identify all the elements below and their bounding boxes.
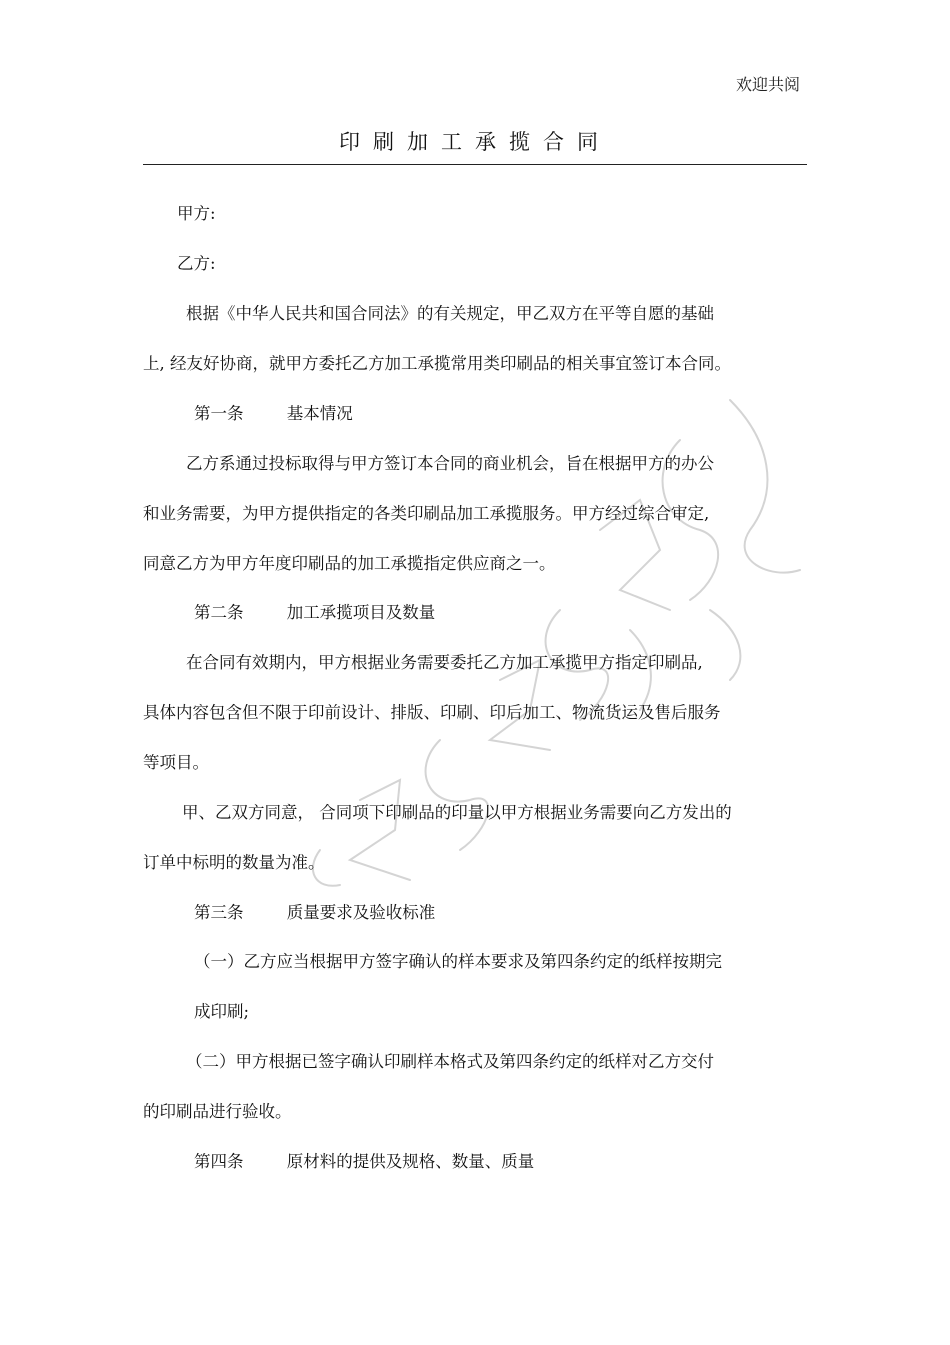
article-1-line-2: 和业务需要，为甲方提供指定的各类印刷品加工承揽服务。甲方经过综合审定, [143,504,710,523]
article-2-number: 第二条 [194,603,244,622]
article-1-line-3: 同意乙方为甲方年度印刷品的加工承揽指定供应商之一。 [143,554,556,573]
article-2-para-1-line-1: 在合同有效期内，甲方根据业务需要委托乙方加工承揽甲方指定印刷品, [186,653,703,672]
article-3-item-2-line-1: （二）甲方根据已签字确认印刷样本格式及第四条约定的纸样对乙方交付 [186,1052,714,1071]
article-2-para-1-line-3: 等项目。 [143,753,209,772]
article-3-title: 质量要求及验收标准 [286,903,436,922]
article-2-heading [194,599,435,623]
article-3-item-1-line-2: 成印刷; [194,1002,250,1021]
article-3-item-2-line-2: 的印刷品进行验收。 [143,1102,292,1121]
article-4-title: 原材料的提供及规格、数量、质量 [286,1152,535,1171]
article-1-title: 基本情况 [286,404,353,423]
article-2-para-2-line-1: 甲、乙双方同意， 合同项下印刷品的印量以甲方根据业务需要向乙方发出的 [182,803,732,822]
party-b-label: 乙方: [177,254,216,273]
article-1-heading [194,400,353,424]
title-underline [143,164,807,165]
article-3-item-1-line-1: （一）乙方应当根据甲方签字确认的样本要求及第四条约定的纸样按期完 [194,952,722,971]
article-4-heading [194,1148,534,1172]
preamble-line-2: 上, 经友好协商，就甲方委托乙方加工承揽常用类印刷品的相关事宜签订本合同。 [143,354,731,373]
header-note: 欢迎共阅 [735,75,800,94]
article-2-para-2-line-2: 订单中标明的数量为准。 [143,853,325,872]
article-4-number: 第四条 [194,1152,244,1171]
article-3-number: 第三条 [194,903,244,922]
article-3-heading [194,899,435,923]
article-2-title: 加工承揽项目及数量 [286,603,436,622]
article-1-number: 第一条 [194,404,244,423]
article-1-line-1: 乙方系通过投标取得与甲方签订本合同的商业机会，旨在根据甲方的办公 [186,454,714,473]
document-title: 印刷加工承揽合同 [339,130,611,154]
preamble-line-1: 根据《中华人民共和国合同法》的有关规定，甲乙双方在平等自愿的基础 [186,304,714,323]
party-a-label: 甲方: [177,204,216,223]
article-2-para-1-line-2: 具体内容包含但不限于印前设计、排版、印刷、印后加工、物流货运及售后服务 [143,703,721,722]
